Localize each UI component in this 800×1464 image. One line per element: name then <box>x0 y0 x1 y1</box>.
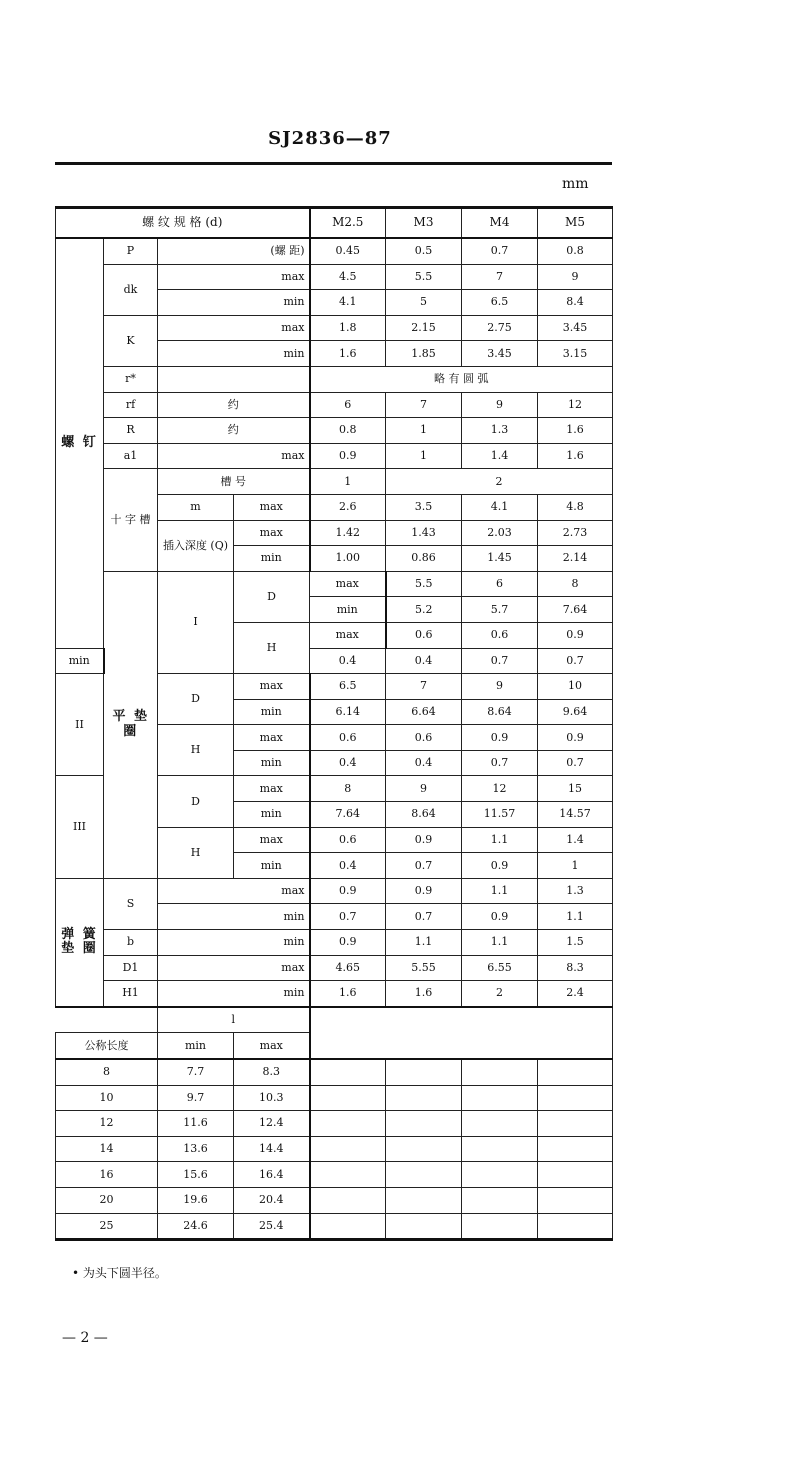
cell: 1.1 <box>386 930 462 956</box>
row-label: S <box>104 878 158 929</box>
cell: 0.6 <box>462 622 538 648</box>
cell: 9 <box>386 776 462 802</box>
cell <box>538 1136 613 1162</box>
cell: 5.2 <box>386 597 462 623</box>
top-rule <box>55 162 612 165</box>
cell: 8.64 <box>462 699 538 725</box>
cell <box>386 1162 462 1188</box>
section-flat-washer: 平 垫 圈 <box>104 571 158 878</box>
cell: 1.42 <box>310 520 386 546</box>
cell: 1.3 <box>538 878 613 904</box>
cell: 2 <box>462 981 538 1007</box>
qualifier: max <box>234 1033 310 1059</box>
cell: 12 <box>538 392 613 418</box>
row-label: H1 <box>104 981 158 1007</box>
cell: 5.5 <box>386 571 462 597</box>
table-row <box>56 264 613 290</box>
cell: 14.57 <box>538 802 613 828</box>
cell: 1.00 <box>310 546 386 572</box>
cell: 10 <box>538 674 613 700</box>
row-label: a1 <box>104 443 158 469</box>
cell: 9 <box>538 264 613 290</box>
header-label: 螺 纹 规 格 (d) <box>56 208 310 239</box>
cell: 0.9 <box>538 622 613 648</box>
cell: 1.5 <box>538 930 613 956</box>
cell <box>386 1059 462 1085</box>
col-header: M3 <box>386 208 462 239</box>
cell: 0.6 <box>386 622 462 648</box>
spec-table <box>55 206 613 1241</box>
cell: 9 <box>462 674 538 700</box>
sub-label: 插入深度 (Q) <box>158 520 234 571</box>
cell: 0.9 <box>310 930 386 956</box>
cell: 2 <box>386 469 613 495</box>
cell: 1.1 <box>538 904 613 930</box>
cell: 1.6 <box>386 981 462 1007</box>
qualifier: min <box>234 546 310 572</box>
row-label: K <box>104 315 158 366</box>
cell: 0.6 <box>386 725 462 751</box>
cell: 1.1 <box>462 878 538 904</box>
sub-label: D <box>158 674 234 725</box>
section-spring-washer: 弹 簧 垫 圈 <box>56 878 104 1006</box>
table-row <box>56 1059 613 1085</box>
footnote: • 为头下圆半径。 <box>72 1266 167 1280</box>
qualifier: min <box>56 648 104 674</box>
washer-type: III <box>56 776 104 878</box>
cell: 0.8 <box>538 238 613 264</box>
cell: 20.4 <box>234 1187 310 1213</box>
sub-label: H <box>234 622 310 673</box>
cell: 1 <box>538 853 613 879</box>
cell: 0.7 <box>386 904 462 930</box>
qualifier: min <box>158 904 310 930</box>
table-row <box>56 955 613 981</box>
cell: 8.64 <box>386 802 462 828</box>
cell: 6.5 <box>462 290 538 316</box>
cell: 14 <box>56 1136 158 1162</box>
qualifier: max <box>158 315 310 341</box>
table-row <box>56 366 613 392</box>
qualifier: max <box>234 494 310 520</box>
table-row <box>56 315 613 341</box>
cell: 2.73 <box>538 520 613 546</box>
table-row <box>56 1085 613 1111</box>
cell <box>462 1187 538 1213</box>
cell: 7 <box>462 264 538 290</box>
cell: 0.4 <box>310 648 386 674</box>
table-row <box>56 878 613 904</box>
cell <box>386 1085 462 1111</box>
cell <box>310 1059 386 1085</box>
cell <box>386 1187 462 1213</box>
cell: 2.14 <box>538 546 613 572</box>
cell: 0.7 <box>538 750 613 776</box>
cell: 0.7 <box>538 648 613 674</box>
cell: 4.5 <box>310 264 386 290</box>
sub-label: D <box>158 776 234 827</box>
cell: 1 <box>310 469 386 495</box>
cell: 0.4 <box>386 750 462 776</box>
cell: 1.4 <box>538 827 613 853</box>
cell: 8.3 <box>234 1059 310 1085</box>
row-label-cross: 十 字 槽 <box>104 469 158 571</box>
cell: 4.1 <box>462 494 538 520</box>
unit-label: mm <box>562 176 589 192</box>
cell: 4.8 <box>538 494 613 520</box>
cell: 16 <box>56 1162 158 1188</box>
sub-label: H <box>158 827 234 878</box>
table-row <box>56 469 613 495</box>
cell: 6.5 <box>310 674 386 700</box>
blank-cell <box>56 1007 158 1033</box>
qualifier: max <box>234 520 310 546</box>
cell: 0.86 <box>386 546 462 572</box>
washer-type: II <box>56 674 104 776</box>
cell <box>462 1085 538 1111</box>
table-row <box>56 571 613 597</box>
cell: 6.64 <box>386 699 462 725</box>
cell: 14.4 <box>234 1136 310 1162</box>
cell <box>462 1059 538 1085</box>
qualifier: min <box>234 699 310 725</box>
arc-note: 略 有 圆 弧 <box>310 366 613 392</box>
blank-cell <box>310 1007 613 1059</box>
cell <box>538 1059 613 1085</box>
cell: 1.6 <box>538 443 613 469</box>
cell: 5.7 <box>462 597 538 623</box>
cell: 1.8 <box>310 315 386 341</box>
cell <box>310 1136 386 1162</box>
cell: 1 <box>386 418 462 444</box>
cell: 4.1 <box>310 290 386 316</box>
cell <box>538 1111 613 1137</box>
cell: 16.4 <box>234 1162 310 1188</box>
cell <box>386 1136 462 1162</box>
page-number: — 2 — <box>62 1330 108 1346</box>
cell: 8 <box>56 1059 158 1085</box>
qualifier: min <box>158 930 310 956</box>
cell: 10.3 <box>234 1085 310 1111</box>
cell: 6.14 <box>310 699 386 725</box>
cell: 0.9 <box>462 725 538 751</box>
cell: 1.4 <box>462 443 538 469</box>
cell: 0.7 <box>462 238 538 264</box>
qualifier: min <box>234 853 310 879</box>
cell: 1.6 <box>310 981 386 1007</box>
cell: 1.6 <box>310 341 386 367</box>
row-label: r* <box>104 366 158 392</box>
sub-label: H <box>158 725 234 776</box>
cell: 2.75 <box>462 315 538 341</box>
cell: 1.1 <box>462 827 538 853</box>
washer-type: I <box>158 571 234 673</box>
cell: 5 <box>386 290 462 316</box>
cell: 12.4 <box>234 1111 310 1137</box>
cell: 1 <box>386 443 462 469</box>
nominal-length-label: 公称长度 <box>56 1033 158 1059</box>
row-label: R <box>104 418 158 444</box>
qualifier: max <box>158 264 310 290</box>
cell: 1.45 <box>462 546 538 572</box>
l-label: l <box>158 1007 310 1033</box>
cell: 20 <box>56 1187 158 1213</box>
cell: 0.9 <box>310 878 386 904</box>
cell: 7.64 <box>310 802 386 828</box>
cell: 0.5 <box>386 238 462 264</box>
table-row <box>56 1007 613 1033</box>
cell: 10 <box>56 1085 158 1111</box>
cell: 0.6 <box>310 725 386 751</box>
table-row <box>56 1213 613 1240</box>
cell: 7 <box>386 392 462 418</box>
cell <box>462 1213 538 1240</box>
qualifier: min <box>158 341 310 367</box>
cell: 2.6 <box>310 494 386 520</box>
qualifier: 约 <box>158 418 310 444</box>
qualifier: max <box>310 622 386 648</box>
cell: 0.4 <box>310 750 386 776</box>
cell: 19.6 <box>158 1187 234 1213</box>
cell: 7.7 <box>158 1059 234 1085</box>
cell: 6.55 <box>462 955 538 981</box>
cell: 7.64 <box>538 597 613 623</box>
cell: 2.03 <box>462 520 538 546</box>
cell: 2.15 <box>386 315 462 341</box>
qualifier: min <box>310 597 386 623</box>
cell <box>538 1213 613 1240</box>
cell: 3.45 <box>538 315 613 341</box>
qualifier: min <box>158 290 310 316</box>
table-row <box>56 1187 613 1213</box>
cell: 0.9 <box>538 725 613 751</box>
table-row <box>56 981 613 1007</box>
cell: 1.1 <box>462 930 538 956</box>
cell: 5.5 <box>386 264 462 290</box>
cell: 2.4 <box>538 981 613 1007</box>
cell: 8 <box>310 776 386 802</box>
cell: 0.7 <box>462 648 538 674</box>
document-title: SJ2836—87 <box>268 128 392 149</box>
qualifier: max <box>234 725 310 751</box>
cell: 9 <box>462 392 538 418</box>
cell: 6 <box>462 571 538 597</box>
qualifier: min <box>234 802 310 828</box>
header-row <box>56 208 613 239</box>
cell: 5.55 <box>386 955 462 981</box>
cell: 15 <box>538 776 613 802</box>
row-label: b <box>104 930 158 956</box>
cell: 1.3 <box>462 418 538 444</box>
sub-label: m <box>158 494 234 520</box>
cell: 9.64 <box>538 699 613 725</box>
cell: 0.9 <box>310 443 386 469</box>
row-label: P <box>104 238 158 264</box>
blank-cell <box>158 366 310 392</box>
col-header: M2.5 <box>310 208 386 239</box>
cell: 11.6 <box>158 1111 234 1137</box>
cell: 0.45 <box>310 238 386 264</box>
cell: 3.15 <box>538 341 613 367</box>
cell: 0.7 <box>310 904 386 930</box>
cell: 0.9 <box>386 878 462 904</box>
cell: 0.9 <box>462 904 538 930</box>
cell: 0.9 <box>386 827 462 853</box>
cell <box>538 1187 613 1213</box>
qualifier: max <box>158 955 310 981</box>
qualifier: min <box>234 750 310 776</box>
qualifier: min <box>158 1033 234 1059</box>
cell: 8.3 <box>538 955 613 981</box>
cell: 8 <box>538 571 613 597</box>
cell: 0.7 <box>386 853 462 879</box>
cell: 25.4 <box>234 1213 310 1240</box>
cell: 0.6 <box>310 827 386 853</box>
table-row <box>56 392 613 418</box>
cell <box>462 1162 538 1188</box>
cell: 1.6 <box>538 418 613 444</box>
cell <box>386 1111 462 1137</box>
cell: 0.9 <box>462 853 538 879</box>
table-row <box>56 418 613 444</box>
qualifier: 约 <box>158 392 310 418</box>
cell: 3.5 <box>386 494 462 520</box>
cell <box>310 1213 386 1240</box>
cell: 0.4 <box>386 648 462 674</box>
row-label: dk <box>104 264 158 315</box>
cell: 0.8 <box>310 418 386 444</box>
cell: 13.6 <box>158 1136 234 1162</box>
cell: 12 <box>56 1111 158 1137</box>
cell <box>538 1162 613 1188</box>
slot-label: 槽 号 <box>158 469 310 495</box>
row-note: (螺 距) <box>158 238 310 264</box>
cell: 6 <box>310 392 386 418</box>
cell <box>310 1111 386 1137</box>
qualifier: min <box>158 981 310 1007</box>
cell: 7 <box>386 674 462 700</box>
table-row <box>56 443 613 469</box>
qualifier: max <box>158 443 310 469</box>
table-row <box>56 1136 613 1162</box>
table-row <box>56 930 613 956</box>
section-screw: 螺 钉 <box>56 238 104 648</box>
table-row <box>56 238 613 264</box>
cell <box>386 1213 462 1240</box>
col-header: M5 <box>538 208 613 239</box>
cell: 9.7 <box>158 1085 234 1111</box>
qualifier: max <box>234 776 310 802</box>
qualifier: max <box>310 571 386 597</box>
row-label: D1 <box>104 955 158 981</box>
cell <box>538 1085 613 1111</box>
qualifier: max <box>234 674 310 700</box>
qualifier: max <box>234 827 310 853</box>
cell: 8.4 <box>538 290 613 316</box>
cell: 0.7 <box>462 750 538 776</box>
cell: 1.85 <box>386 341 462 367</box>
col-header: M4 <box>462 208 538 239</box>
cell <box>310 1162 386 1188</box>
cell: 24.6 <box>158 1213 234 1240</box>
cell: 3.45 <box>462 341 538 367</box>
cell: 12 <box>462 776 538 802</box>
sub-label: D <box>234 571 310 622</box>
row-label: rf <box>104 392 158 418</box>
cell: 11.57 <box>462 802 538 828</box>
table-row <box>56 1162 613 1188</box>
cell <box>462 1136 538 1162</box>
cell <box>310 1187 386 1213</box>
cell: 0.4 <box>310 853 386 879</box>
cell: 25 <box>56 1213 158 1240</box>
cell <box>310 1085 386 1111</box>
cell <box>462 1111 538 1137</box>
cell: 1.43 <box>386 520 462 546</box>
cell: 15.6 <box>158 1162 234 1188</box>
qualifier: max <box>158 878 310 904</box>
table-row <box>56 1111 613 1137</box>
cell: 4.65 <box>310 955 386 981</box>
